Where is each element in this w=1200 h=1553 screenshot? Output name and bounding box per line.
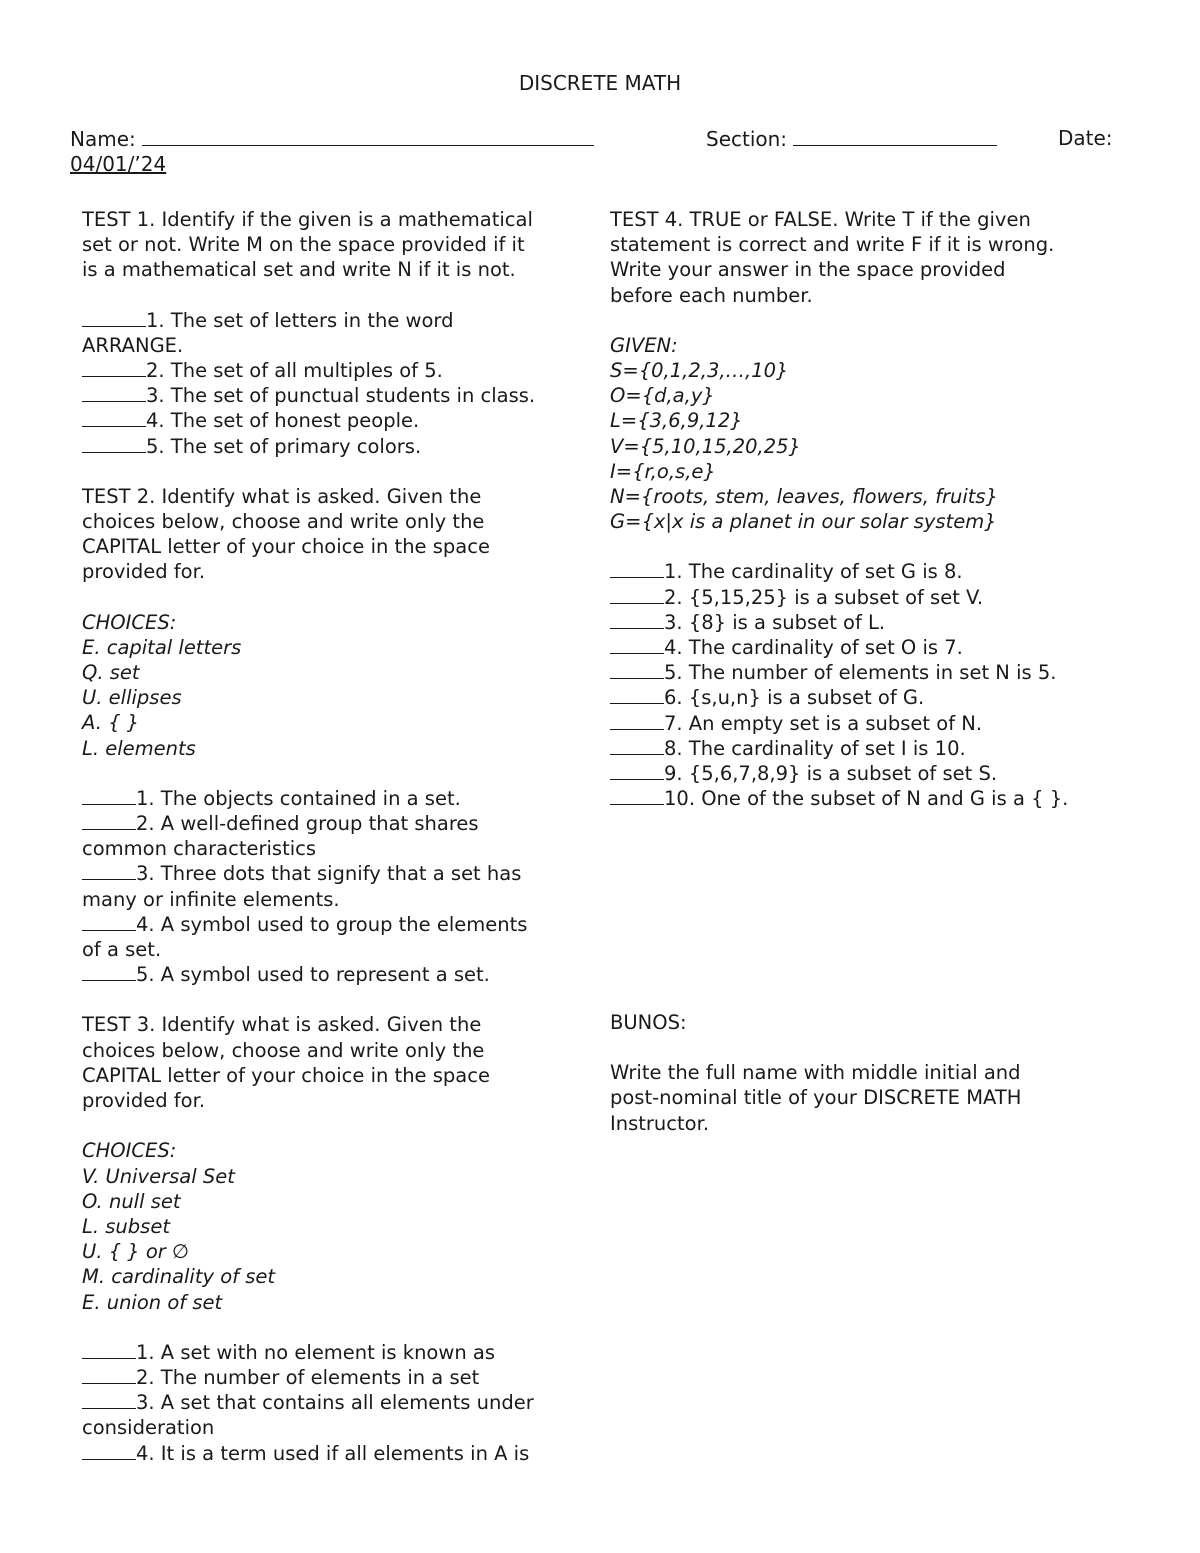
test3-item: 4. It is a term used if all elements in A is: [82, 1441, 592, 1466]
answer-blank[interactable]: [82, 358, 146, 377]
answer-blank[interactable]: [610, 761, 664, 780]
test2-choices-label: CHOICES:: [82, 610, 177, 634]
test1-instruction: is a mathematical set and write N if it is not.: [82, 258, 516, 282]
name-field[interactable]: [142, 125, 594, 146]
test3-item: 1. A set with no element is known as: [82, 1340, 592, 1365]
left-column: [82, 207, 592, 1466]
test4-given-set: N={roots, stem, leaves, flowers, fruits}: [610, 485, 998, 509]
test3-choice: U. { } or ∅: [82, 1240, 190, 1264]
answer-blank[interactable]: [82, 962, 136, 981]
bonus-text: post-nominal title of your DISCRETE MATH: [610, 1086, 1022, 1110]
answer-blank[interactable]: [82, 861, 136, 880]
test4-item: 7. An empty set is a subset of N.: [610, 711, 1150, 736]
test1-item: 2. The set of all multiples of 5.: [82, 358, 592, 383]
answer-blank[interactable]: [610, 786, 664, 805]
test2-choice: L. elements: [82, 736, 196, 760]
test1-item: 3. The set of punctual students in class.: [82, 383, 592, 408]
answer-blank[interactable]: [82, 786, 136, 805]
test4-instruction: Write your answer in the space provided: [610, 258, 1006, 282]
test2-item: 4. A symbol used to group the elements: [82, 912, 592, 937]
answer-blank[interactable]: [82, 434, 146, 453]
answer-blank[interactable]: [82, 912, 136, 931]
bonus-section: [610, 1010, 1150, 1136]
date-label: Date:: [1058, 126, 1113, 150]
answer-blank[interactable]: [82, 408, 146, 427]
test3-item: 2. The number of elements in a set: [82, 1365, 592, 1390]
test1-item-cont: ARRANGE.: [82, 333, 184, 357]
section-label: Section:: [706, 127, 788, 151]
test3-choices-label: CHOICES:: [82, 1139, 177, 1163]
date-value: 04/01/’24: [70, 152, 167, 176]
test4-item: 9. {5,6,7,8,9} is a subset of set S.: [610, 761, 1150, 786]
test4-item: 4. The cardinality of set O is 7.: [610, 635, 1150, 660]
test4-item: 3. {8} is a subset of L.: [610, 610, 1150, 635]
test2-instruction: TEST 2. Identify what is asked. Given the: [82, 484, 482, 508]
answer-blank[interactable]: [610, 685, 664, 704]
answer-blank[interactable]: [610, 559, 664, 578]
test2-item: 1. The objects contained in a set.: [82, 786, 592, 811]
test4-item: 6. {s,u,n} is a subset of G.: [610, 685, 1150, 710]
test4-given-set: O={d,a,y}: [610, 384, 715, 408]
test4-item: 1. The cardinality of set G is 8.: [610, 559, 1150, 584]
test3-choice: M. cardinality of set: [82, 1265, 276, 1289]
test2-item-cont: common characteristics: [82, 837, 317, 861]
test4-item: 5. The number of elements in set N is 5.: [610, 660, 1150, 685]
answer-blank[interactable]: [82, 1390, 136, 1409]
section-field[interactable]: [793, 125, 997, 146]
test3-item-cont: consideration: [82, 1416, 215, 1440]
test1-instruction: set or not. Write M on the space provided if it: [82, 233, 525, 257]
test2-item-cont: of a set.: [82, 938, 162, 962]
test4-instruction: statement is correct and write F if it is wrong.: [610, 233, 1055, 257]
test2-item: 3. Three dots that signify that a set has: [82, 861, 592, 886]
section-line: [706, 125, 997, 152]
test2-choice: E. capital letters: [82, 635, 242, 659]
answer-blank[interactable]: [610, 635, 664, 654]
test4-given-set: G={x|x is a planet in our solar system}: [610, 510, 997, 534]
test1-instruction: TEST 1. Identify if the given is a mathematical: [82, 208, 533, 231]
name-label: Name:: [70, 127, 136, 151]
test4-instruction: before each number.: [610, 283, 813, 307]
answer-blank[interactable]: [82, 1340, 136, 1359]
test2-choice: Q. set: [82, 661, 140, 685]
test2-instruction: CAPITAL letter of your choice in the space: [82, 535, 490, 559]
test2-choice: U. ellipses: [82, 686, 182, 710]
test4-item: 8. The cardinality of set I is 10.: [610, 736, 1150, 761]
name-line: [70, 125, 594, 152]
test4-given-set: S={0,1,2,3,…,10}: [610, 359, 789, 383]
answer-blank[interactable]: [610, 711, 664, 730]
page-title: DISCRETE MATH: [518, 71, 682, 95]
answer-blank[interactable]: [82, 1441, 136, 1460]
test3-choice: L. subset: [82, 1214, 170, 1238]
answer-blank[interactable]: [610, 610, 664, 629]
test2-instruction: choices below, choose and write only the: [82, 510, 485, 534]
test1-item: 4. The set of honest people.: [82, 408, 592, 433]
test3-choice: E. union of set: [82, 1290, 223, 1314]
bonus-text: Write the full name with middle initial and: [610, 1061, 1021, 1085]
test4-given-label: GIVEN:: [610, 333, 678, 357]
answer-blank[interactable]: [82, 1365, 136, 1384]
test4-given-set: I={r,o,s,e}: [610, 459, 716, 483]
test2-item: 5. A symbol used to represent a set.: [82, 962, 592, 987]
test4-given-set: L={3,6,9,12}: [610, 409, 743, 433]
test3-instruction: provided for.: [82, 1089, 206, 1113]
right-column: [610, 207, 1150, 811]
answer-blank[interactable]: [82, 811, 136, 830]
test3-item: 3. A set that contains all elements under: [82, 1390, 592, 1415]
answer-blank[interactable]: [610, 660, 664, 679]
test2-choice: A. { }: [82, 711, 140, 735]
test3-instruction: choices below, choose and write only the: [82, 1038, 485, 1062]
test4-given-set: V={5,10,15,20,25}: [610, 434, 801, 458]
test3-choice: O. null set: [82, 1189, 181, 1213]
test4-item: 2. {5,15,25} is a subset of set V.: [610, 585, 1150, 610]
test2-instruction: provided for.: [82, 560, 206, 584]
bonus-text: Instructor.: [610, 1111, 710, 1135]
answer-blank[interactable]: [610, 585, 664, 604]
test2-item-cont: many or infinite elements.: [82, 887, 340, 911]
test3-instruction: CAPITAL letter of your choice in the space: [82, 1063, 490, 1087]
test3-instruction: TEST 3. Identify what is asked. Given the: [82, 1013, 482, 1037]
answer-blank[interactable]: [82, 308, 146, 327]
test1-item: 5. The set of primary colors.: [82, 434, 592, 459]
answer-blank[interactable]: [610, 736, 664, 755]
answer-blank[interactable]: [82, 383, 146, 402]
test4-item: 10. One of the subset of N and G is a { }.: [610, 786, 1150, 811]
test1-item: 1. The set of letters in the word: [82, 308, 592, 333]
test2-item: 2. A well-defined group that shares: [82, 811, 592, 836]
bonus-label: BUNOS:: [610, 1011, 687, 1034]
test4-instruction: TEST 4. TRUE or FALSE. Write T if the given: [610, 208, 1031, 231]
test3-choice: V. Universal Set: [82, 1164, 235, 1188]
